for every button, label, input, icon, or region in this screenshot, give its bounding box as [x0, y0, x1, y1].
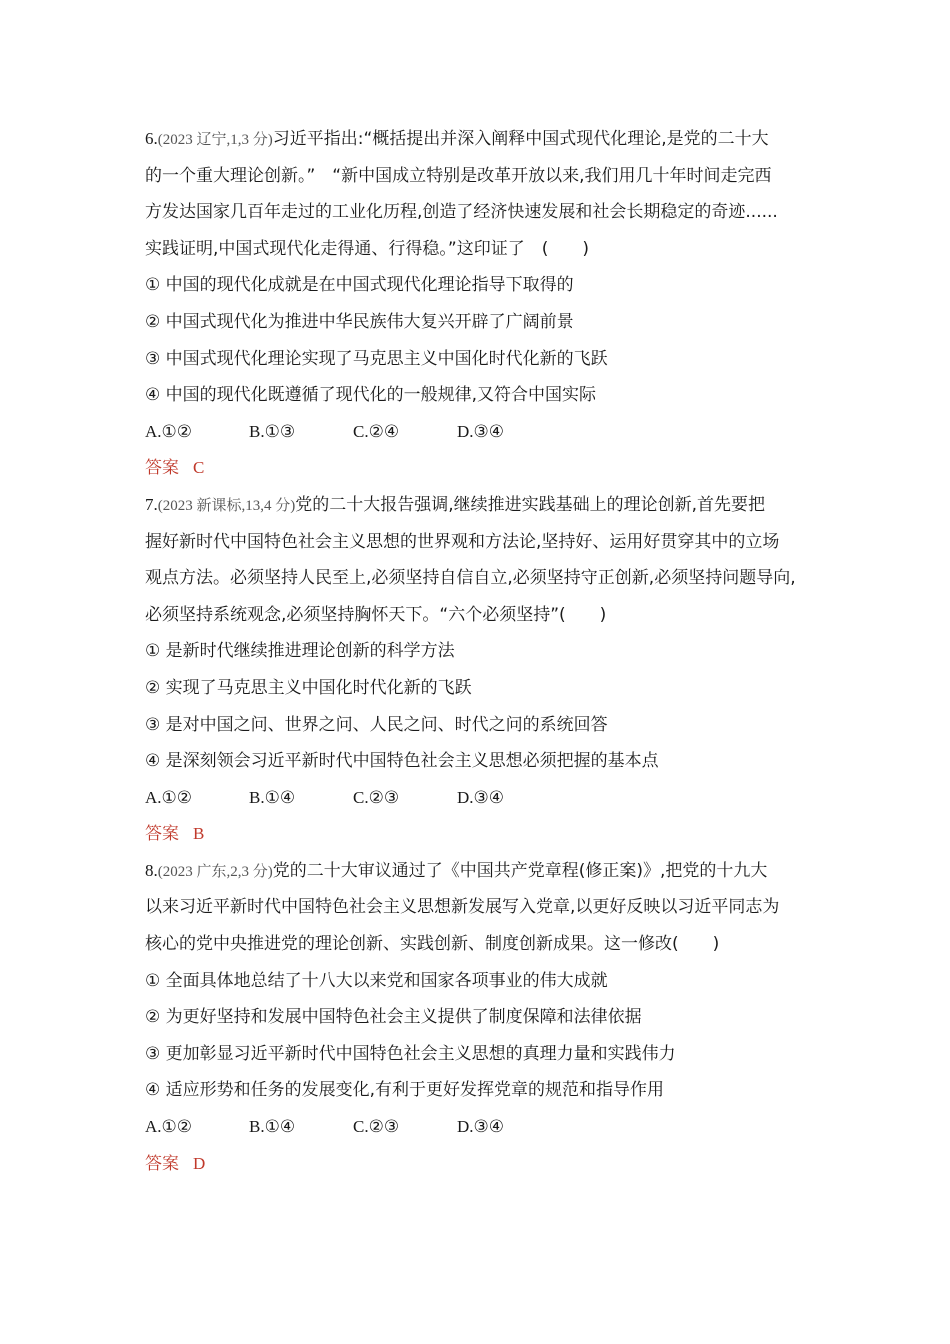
question-source: (2023 新课标,13,4 分) [157, 497, 296, 514]
answer-line [145, 816, 825, 853]
choices-row [145, 1109, 825, 1146]
question-stem-line: 方发达国家几百年走过的工业化历程,创造了经济快速发展和社会长期稳定的奇迹...... [145, 202, 778, 223]
option-2: ② 为更好坚持和发展中国特色社会主义提供了制度保障和法律依据 [145, 1007, 642, 1028]
option-4: ④ 中国的现代化既遵循了现代化的一般规律,又符合中国实际 [145, 385, 597, 406]
question-stem-line [145, 853, 825, 890]
question-number: 7. [145, 494, 158, 514]
question-stem-line [145, 487, 825, 524]
question-6 [145, 121, 825, 487]
choice-b: B.①④ [249, 1117, 296, 1137]
question-stem-line [145, 121, 825, 158]
option-4: ④ 是深刻领会习近平新时代中国特色社会主义思想必须把握的基本点 [145, 751, 659, 772]
document-page [145, 121, 825, 1182]
question-number: 8. [145, 860, 158, 880]
answer-line [145, 450, 825, 487]
answer-label: 答案 [145, 458, 179, 479]
answer-label: 答案 [145, 824, 179, 845]
answer-value: B [193, 824, 205, 844]
option-1: ① 全面具体地总结了十八大以来党和国家各项事业的伟大成就 [145, 970, 608, 991]
question-stem-line: 核心的党中央推进党的理论创新、实践创新、制度创新成果。这一修改( ) [145, 934, 720, 955]
option-1: ① 是新时代继续推进理论创新的科学方法 [145, 641, 455, 662]
question-stem-line: 观点方法。必须坚持人民至上,必须坚持自信自立,必须坚持守正创新,必须坚持问题导向, [145, 568, 796, 589]
option-3: ③ 更加彰显习近平新时代中国特色社会主义思想的真理力量和实践伟力 [145, 1043, 676, 1064]
choice-d: D.③④ [457, 1117, 505, 1137]
question-text: 党的二十大审议通过了《中国共产党章程(修正案)》,把党的十九大 [272, 860, 768, 881]
choices-row [145, 414, 825, 451]
question-stem-line: 以来习近平新时代中国特色社会主义思想新发展写入党章,以更好反映以习近平同志为 [145, 897, 780, 918]
choice-c: C.②④ [353, 421, 400, 441]
answer-label: 答案 [145, 1153, 179, 1174]
question-source: (2023 广东,2,3 分) [157, 863, 273, 880]
choice-a: A.①② [145, 1117, 193, 1137]
question-source: (2023 辽宁,1,3 分) [157, 132, 273, 148]
question-number: 6. [145, 129, 158, 148]
question-8 [145, 853, 825, 1182]
option-1: ① 中国的现代化成就是在中国式现代化理论指导下取得的 [145, 275, 574, 296]
option-3: ③ 是对中国之问、世界之问、人民之问、时代之问的系统回答 [145, 714, 608, 735]
choice-d: D.③④ [457, 421, 505, 441]
choices-row [145, 780, 825, 817]
choice-c: C.②③ [353, 787, 400, 807]
choice-d: D.③④ [457, 787, 505, 807]
question-text: 习近平指出:“概括提出并深入阐释中国式现代化理论,是党的二十大 [272, 129, 769, 149]
choice-a: A.①② [145, 421, 193, 441]
question-stem-line: 实践证明,中国式现代化走得通、行得稳。”这印证了 ( ) [145, 238, 589, 259]
question-7 [145, 487, 825, 853]
answer-value: D [193, 1153, 206, 1173]
choice-b: B.①④ [249, 787, 296, 807]
question-text: 党的二十大报告强调,继续推进实践基础上的理论创新,首先要把 [295, 494, 766, 515]
choice-a: A.①② [145, 787, 193, 807]
question-stem-line: 握好新时代中国特色社会主义思想的世界观和方法论,坚持好、运用好贯穿其中的立场 [145, 531, 780, 552]
option-3: ③ 中国式现代化理论实现了马克思主义中国化时代化新的飞跃 [145, 348, 608, 369]
choice-c: C.②③ [353, 1117, 400, 1137]
answer-line [145, 1146, 825, 1183]
choice-b: B.①③ [249, 421, 296, 441]
question-stem-line: 的一个重大理论创新。” “新中国成立特别是改革开放以来,我们用几十年时间走完西 [145, 165, 772, 186]
option-4: ④ 适应形势和任务的发展变化,有利于更好发挥党章的规范和指导作用 [145, 1080, 665, 1101]
question-stem-line: 必须坚持系统观念,必须坚持胸怀天下。“六个必须坚持”( ) [145, 604, 607, 625]
option-2: ② 实现了马克思主义中国化时代化新的飞跃 [145, 677, 472, 698]
answer-value: C [193, 458, 205, 478]
option-2: ② 中国式现代化为推进中华民族伟大复兴开辟了广阔前景 [145, 311, 574, 332]
